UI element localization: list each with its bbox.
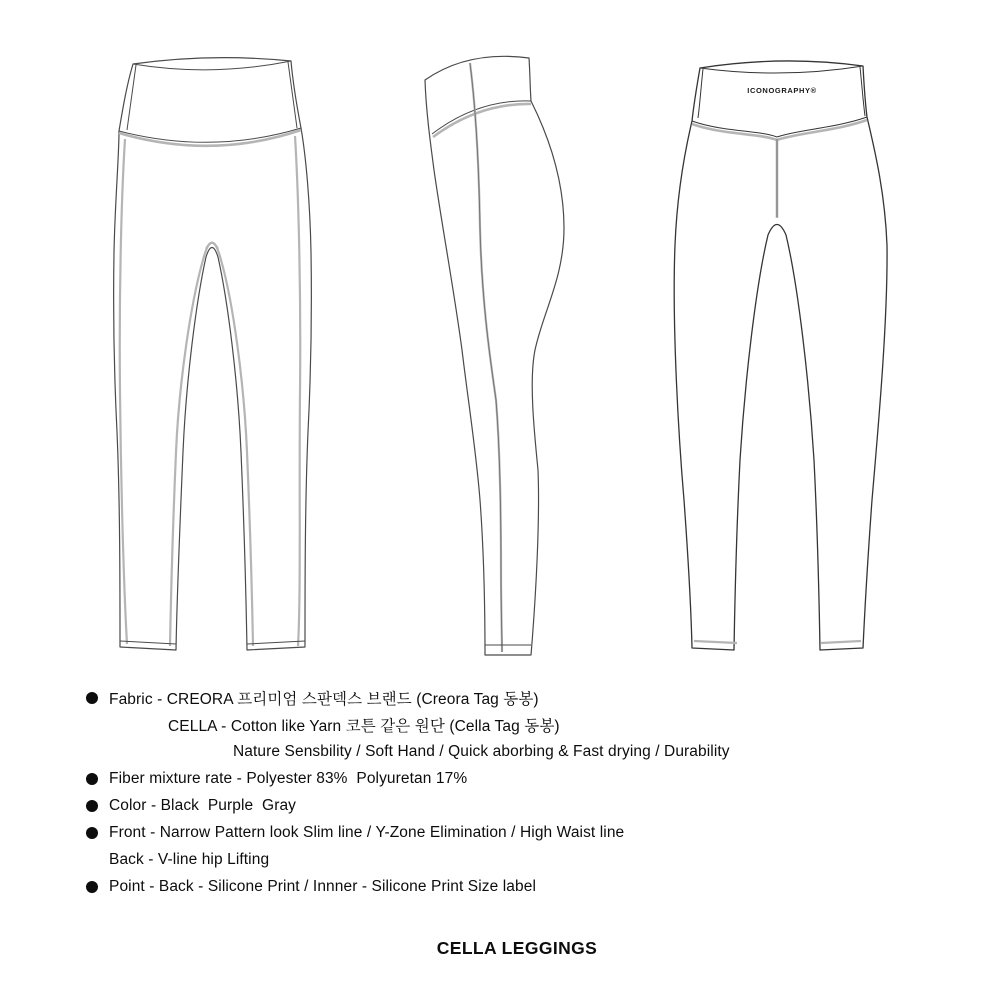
spec-text: Fabric - CREORA 프리미엄 스판덱스 브랜드 (Creora Tag 동봉) [109,690,539,708]
back-view-drawing [668,50,894,662]
bullet-icon [86,881,98,893]
spec-text: Nature Sensbility / Soft Hand / Quick aborbing & Fast drying / Durability [233,742,730,760]
bullet-icon [86,800,98,812]
spec-text: Color - Black Purple Gray [109,796,297,814]
spec-point [86,873,916,900]
spec-fabric [86,684,916,711]
side-view-drawing [410,50,578,665]
spec-front [86,819,916,846]
spec-text: Front - Narrow Pattern look Slim line / Y-Zone Elimination / High Waist line [109,823,625,841]
spec-text: CELLA - Cotton like Yarn 코튼 같은 원단 (Cella Tag 동봉) [168,717,560,735]
bullet-icon [86,692,98,704]
spec-list [86,684,916,900]
spec-fabric-cella [86,711,916,738]
spec-color [86,792,916,819]
front-view-drawing [72,52,344,664]
spec-text: Point - Back - Silicone Print / Innner - Silicone Print Size label [109,877,537,895]
waistband-logo-text: ICONOGRAPHY® [747,86,817,95]
spec-fiber-mixture [86,765,916,792]
spec-text: Fiber mixture rate - Polyester 83% Polyuretan 17% [109,769,468,787]
back-outline [674,61,887,650]
bullet-icon [86,827,98,839]
bullet-icon [86,773,98,785]
spec-text: Back - V-line hip Lifting [109,850,270,868]
spec-fabric-features [86,738,916,765]
product-title: CELLA LEGGINGS [436,938,598,958]
spec-back [86,846,916,873]
side-outline [425,56,564,655]
